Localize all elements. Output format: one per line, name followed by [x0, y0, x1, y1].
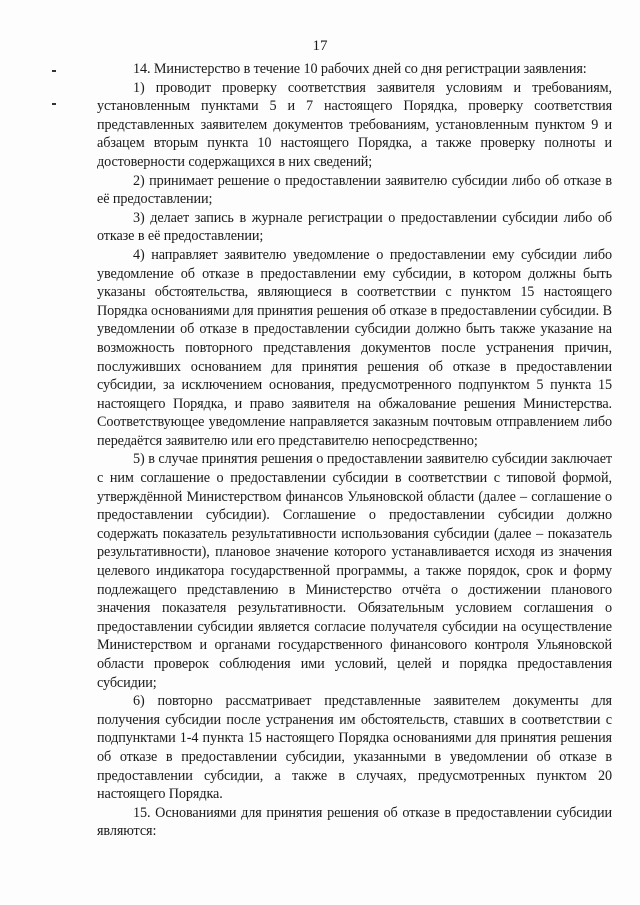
paragraph-subitem-5: 5) в случае принятия решения о предоставлении заявителю субсидии заключает с ним соглашение о предоставлении субсидии в соответствии с типовой формой, утверждённой Министерством финансов Ульяновской области (далее – соглашение о предоставлении субсидии). Соглашение о предоставлении субсидии должно содержать показатель результативности использования субсидии (далее – показатель результативности), плановое значение которого устанавливается исходя из значения целевого индикатора государственной программы, а также порядок, срок и форму подлежащего представлению в Министерство отчёта о достижении планового значения показателя результативности. Обязательным условием соглашения о предоставлении субсидии является согласие получателя субсидии на осуществление Министерством и органами государственного финансового контроля Ульяновской области проверок соблюдения ими условий, целей и порядка предоставления субсидии;: [97, 451, 612, 691]
scan-mark: [52, 70, 56, 72]
scan-mark: [52, 103, 56, 105]
paragraph-subitem-6: 6) повторно рассматривает представленные заявителем документы для получения субсидии после устранения им обстоятельств, ставших в соответствии с подпунктами 1-4 пункта 15 настоящего Порядка основаниями для принятия решения об отказе в предоставлении субсидии, указанными в уведомлении об отказе в предоставлении субсидии, а также в случаях, предусмотренных пунктом 20 настоящего Порядка.: [97, 693, 612, 803]
paragraph-subitem-2: 2) принимает решение о предоставлении заявителю субсидии либо об отказе в её предоставлении;: [97, 172, 612, 208]
paragraph-item-14: 14. Министерство в течение 10 рабочих дней со дня регистрации заявления:: [133, 61, 587, 77]
paragraph-subitem-3: 3) делает запись в журнале регистрации о предоставлении субсидии либо об отказе в её предоставлении;: [97, 209, 612, 245]
page-number: 17: [312, 38, 328, 54]
paragraph-subitem-4: 4) направляет заявителю уведомление о предоставлении ему субсидии либо уведомление об отказе в предоставлении ему субсидии, в котором должны быть указаны обстоятельства, являющиеся в соответствии с пунктом 15 настоящего Порядка основаниями для принятия решения об отказе в предоставлении субсидии. В уведомлении об отказе в предоставлении субсидии должно быть также указание на возможность повторного представления документов после устранения причин, послуживших основанием для принятия решения об отказе в предоставлении субсидии, за исключением основания, предусмотренного подпунктом 5 пункта 15 настоящего Порядка, и право заявителя на обжалование решения Министерства. Соответствующее уведомление направляется заказным почтовым отправлением либо передаётся заявителю или его представителю непосредственно;: [97, 246, 612, 449]
paragraph-subitem-1: 1) проводит проверку соответствия заявителя условиям и требованиям, установленным пунктами 5 и 7 настоящего Порядка, проверку соответствия представленных заявителем документов требованиям, установленным пунктом 9 и абзацем вторым пункта 10 настоящего Порядка, а также проверку полноты и достоверности содержащихся в них сведений;: [97, 79, 612, 170]
paragraph-item-15: 15. Основаниями для принятия решения об отказе в предоставлении субсидии являются:: [97, 804, 612, 840]
document-body: [97, 60, 612, 841]
